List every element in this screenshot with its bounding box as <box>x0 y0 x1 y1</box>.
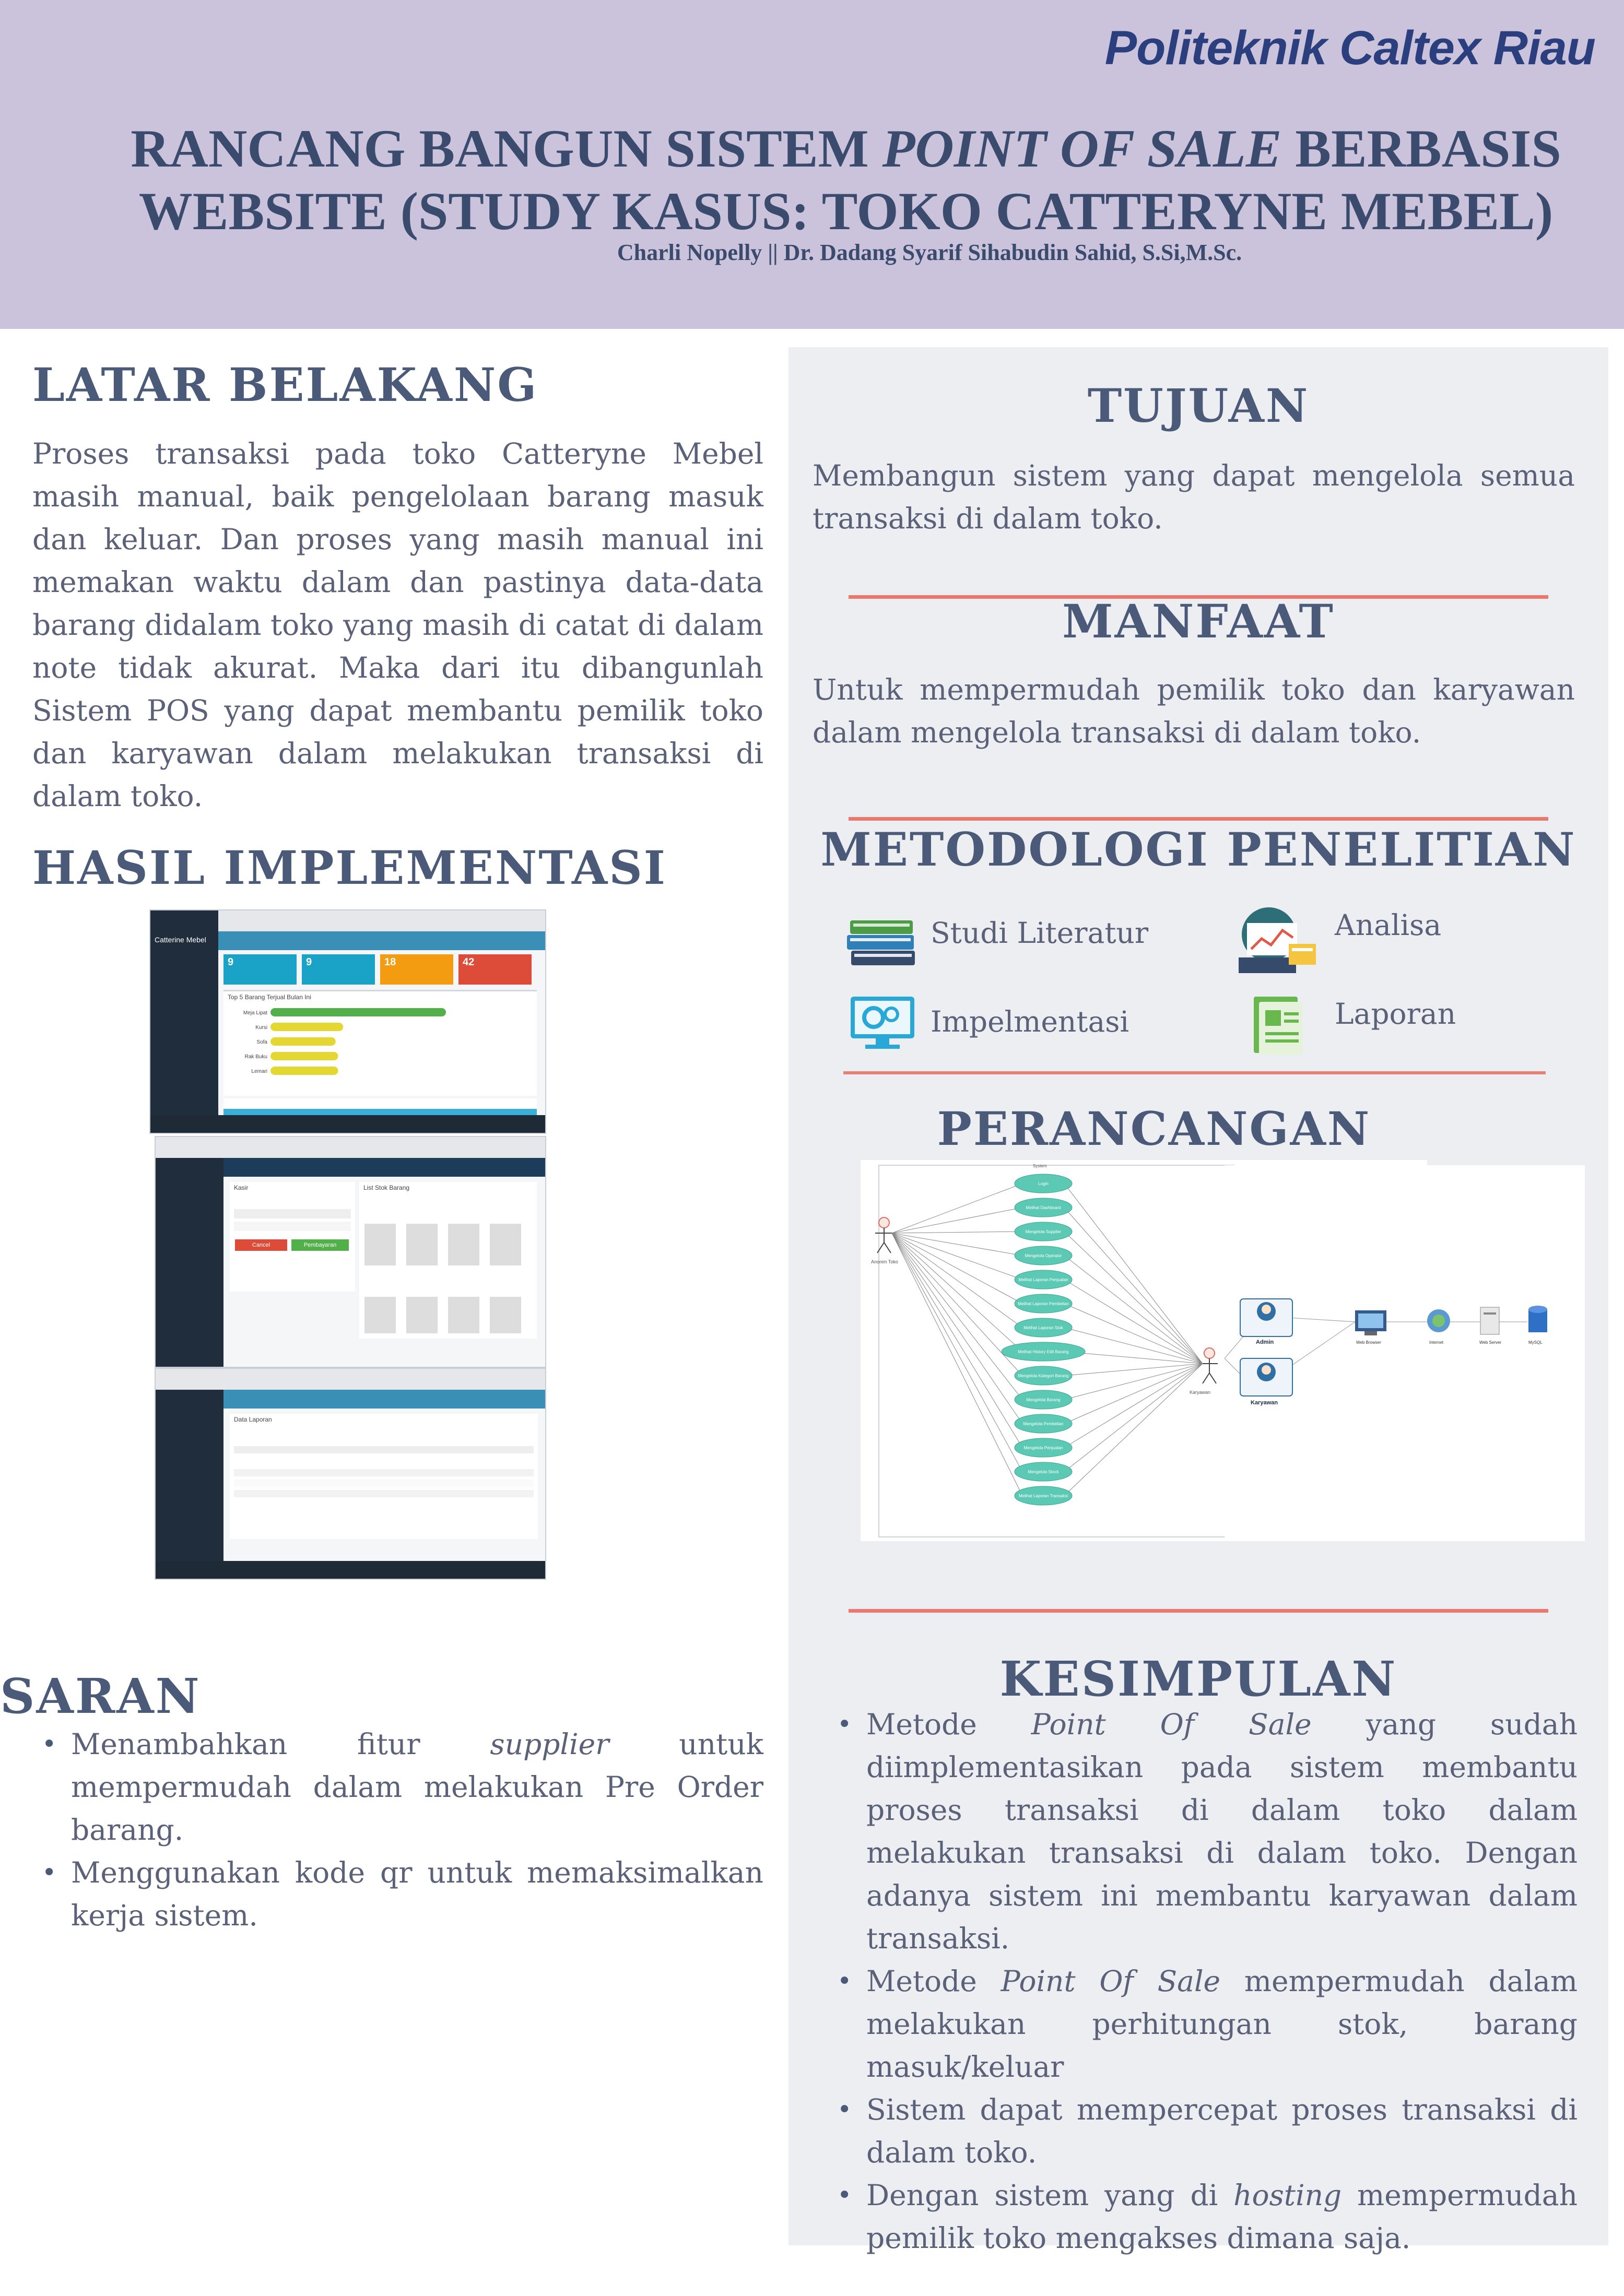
chart-item-label: Sofa <box>256 1039 267 1045</box>
kesimpulan-item-1: • Metode Point Of Sale yang sudah diimplementasikan pada sistem membantu proses transaksi di dalam toko dalam melakukan transaksi di dalam toko. Dengan adanya sistem ini membantu karyawan dalam transaksi. <box>828 1703 1578 1960</box>
authors: Charli Nopelly || Dr. Dadang Syarif Sihabudin Sahid, S.Si,M.Sc. <box>617 240 1242 265</box>
use-case-label: Mengelola Barang <box>1026 1398 1061 1402</box>
metodologi-label-3: Impelmentasi <box>931 1005 1129 1038</box>
stat-card[interactable]: 9 <box>223 954 297 985</box>
laporan-title: Data Laporan <box>234 1416 272 1423</box>
analysis-icon <box>1239 907 1317 977</box>
kesimpulan-item-4: • Dengan sistem yang di hosting mempermudah pemilik toko mengakses dimana saja. <box>828 2174 1578 2259</box>
institution-logo: Politeknik Caltex Riau <box>1104 21 1595 75</box>
internet-label: Internet <box>1429 1340 1444 1345</box>
metodologi-label-4: Laporan <box>1335 997 1456 1031</box>
use-case-label: Mengelola Stock <box>1028 1470 1059 1474</box>
web-server-icon <box>1480 1307 1499 1334</box>
stat-card[interactable]: 42 <box>458 954 532 985</box>
karyawan-label: Karyawan <box>1251 1400 1278 1406</box>
internet-icon <box>1427 1309 1450 1332</box>
chart-item-label: Rak Buku <box>244 1054 267 1060</box>
tujuan-text: Membangun sistem yang dapat mengelola semua transaksi di dalam toko. <box>813 459 1575 535</box>
chart-bar <box>270 1008 446 1016</box>
saran-list <box>32 1723 763 1937</box>
stat-card[interactable]: 18 <box>380 954 453 985</box>
chart-item-label: Lemari <box>251 1069 267 1074</box>
kesimpulan-item-2: • Metode Point Of Sale mempermudah dalam melakukan perhitungan stok, barang masuk/keluar <box>828 1960 1578 2088</box>
web-browser-label: Web Browser <box>1356 1340 1381 1345</box>
use-case-label: Melihat Laporan Pembelian <box>1018 1301 1069 1306</box>
use-case-label: Mengelola Pembelian <box>1023 1422 1064 1426</box>
gear-monitor-icon <box>849 995 916 1054</box>
stok-title: List Stok Barang <box>363 1184 410 1191</box>
divider-3 <box>843 1071 1546 1074</box>
latar-text: Proses transaksi pada toko Catteryne Mebel masih manual, baik pengelolaan barang masuk dan keluar. Dan proses yang masih manual ini memakan waktu dalam dan pastinya data-data barang didalam toko yang masih di catat di dalam note tidak akurat. Maka dari itu dibangunlah Sistem POS yang dapat membantu pemilik toko dan karyawan dalam melakukan transaksi di dalam toko. <box>32 437 763 813</box>
use-case-label: Mengelola Penjualan <box>1023 1446 1063 1450</box>
use-case-label: Melihat Laporan Stok <box>1023 1325 1063 1330</box>
dashboard-app-name: Catterine Mebel <box>155 936 206 944</box>
metodologi-label-2: Analisa <box>1335 908 1442 942</box>
actor-left-label: Anonim Toko <box>871 1259 898 1264</box>
dashboard-chart-title: Top 5 Barang Terjual Bulan Ini <box>228 993 311 1001</box>
karyawan-node <box>1240 1358 1292 1396</box>
poster-title: RANCANG BANGUN SISTEM POINT OF SALE BERBASIS WEBSITE (STUDY KASUS: TOKO CATTERYNE MEBEL) <box>131 119 1561 241</box>
cancel-button[interactable]: Cancel <box>235 1239 287 1251</box>
laporan-screenshot <box>155 1368 546 1580</box>
saran-item-1: • Menambahkan fitur supplier untuk mempermudah dalam melakukan Pre Order barang. <box>32 1723 763 1851</box>
stat-card[interactable]: 9 <box>302 954 375 985</box>
chart-item-label: Meja Lipat <box>243 1010 267 1016</box>
database-label: MySQL <box>1528 1340 1543 1345</box>
kasir-title: Kasir <box>234 1184 249 1191</box>
saran-heading: SARAN <box>0 1668 201 1724</box>
kesimpulan-item-3: • Sistem dapat mempercepat proses transaksi di dalam toko. <box>828 2088 1578 2174</box>
divider-2 <box>849 817 1548 821</box>
actor-right-label: Karyawan <box>1190 1390 1211 1395</box>
dashboard-screenshot <box>149 909 546 1134</box>
use-case-label: Login <box>1038 1181 1049 1186</box>
metodologi-label-1: Studi Literatur <box>931 916 1149 950</box>
kesimpulan-heading: KESIMPULAN <box>999 1651 1397 1707</box>
use-case-label: Mengelola Operator <box>1025 1253 1062 1258</box>
hasil-heading: HASIL IMPLEMENTASI <box>32 841 667 895</box>
use-case-label: Melihat Laporan Transaksi <box>1019 1494 1068 1498</box>
latar-heading: LATAR BELAKANG <box>32 358 538 412</box>
chart-bar <box>270 1067 338 1075</box>
divider-4 <box>849 1609 1548 1613</box>
kesimpulan-list <box>828 1703 1578 2259</box>
use-case-label: Mengelola Supplier <box>1025 1229 1062 1234</box>
deployment-diagram <box>1225 1165 1585 1541</box>
manfaat-heading: MANFAAT <box>1062 594 1335 648</box>
saran-item-2: • Menggunakan kode qr untuk memaksimalkan kerja sistem. <box>32 1851 763 1937</box>
books-icon <box>846 911 919 976</box>
web-server-label: Web Server <box>1479 1340 1502 1345</box>
actor-left <box>875 1217 893 1253</box>
tujuan-heading: TUJUAN <box>1087 378 1310 433</box>
kasir-screenshot <box>155 1136 546 1368</box>
chart-bar <box>270 1037 336 1046</box>
chart-bar <box>270 1052 338 1060</box>
chart-item-label: Kursi <box>255 1025 267 1031</box>
use-case-label: Melihat Dashboard <box>1026 1205 1061 1210</box>
use-case-label: Melihat Laporan Penjualan <box>1018 1277 1068 1282</box>
system-label: System <box>1033 1164 1047 1168</box>
chart-bar <box>270 1023 343 1031</box>
admin-node <box>1240 1299 1292 1336</box>
database-icon <box>1528 1306 1547 1332</box>
actor-right <box>1201 1348 1218 1383</box>
manfaat-text: Untuk mempermudah pemilik toko dan karyawan dalam mengelola transaksi di dalam toko. <box>813 673 1575 749</box>
web-browser-icon <box>1355 1310 1386 1335</box>
metodologi-heading: METODOLOGI PENELITIAN <box>820 822 1576 877</box>
admin-label: Admin <box>1256 1339 1274 1345</box>
use-case-label: Mengelola Kategori Barang <box>1018 1374 1069 1378</box>
perancangan-heading: PERANCANGAN <box>937 1102 1371 1156</box>
use-case-label: Melihat History Edit Barang <box>1018 1350 1069 1354</box>
pay-button[interactable]: Pembayaran <box>291 1239 349 1251</box>
report-icon <box>1251 995 1308 1059</box>
